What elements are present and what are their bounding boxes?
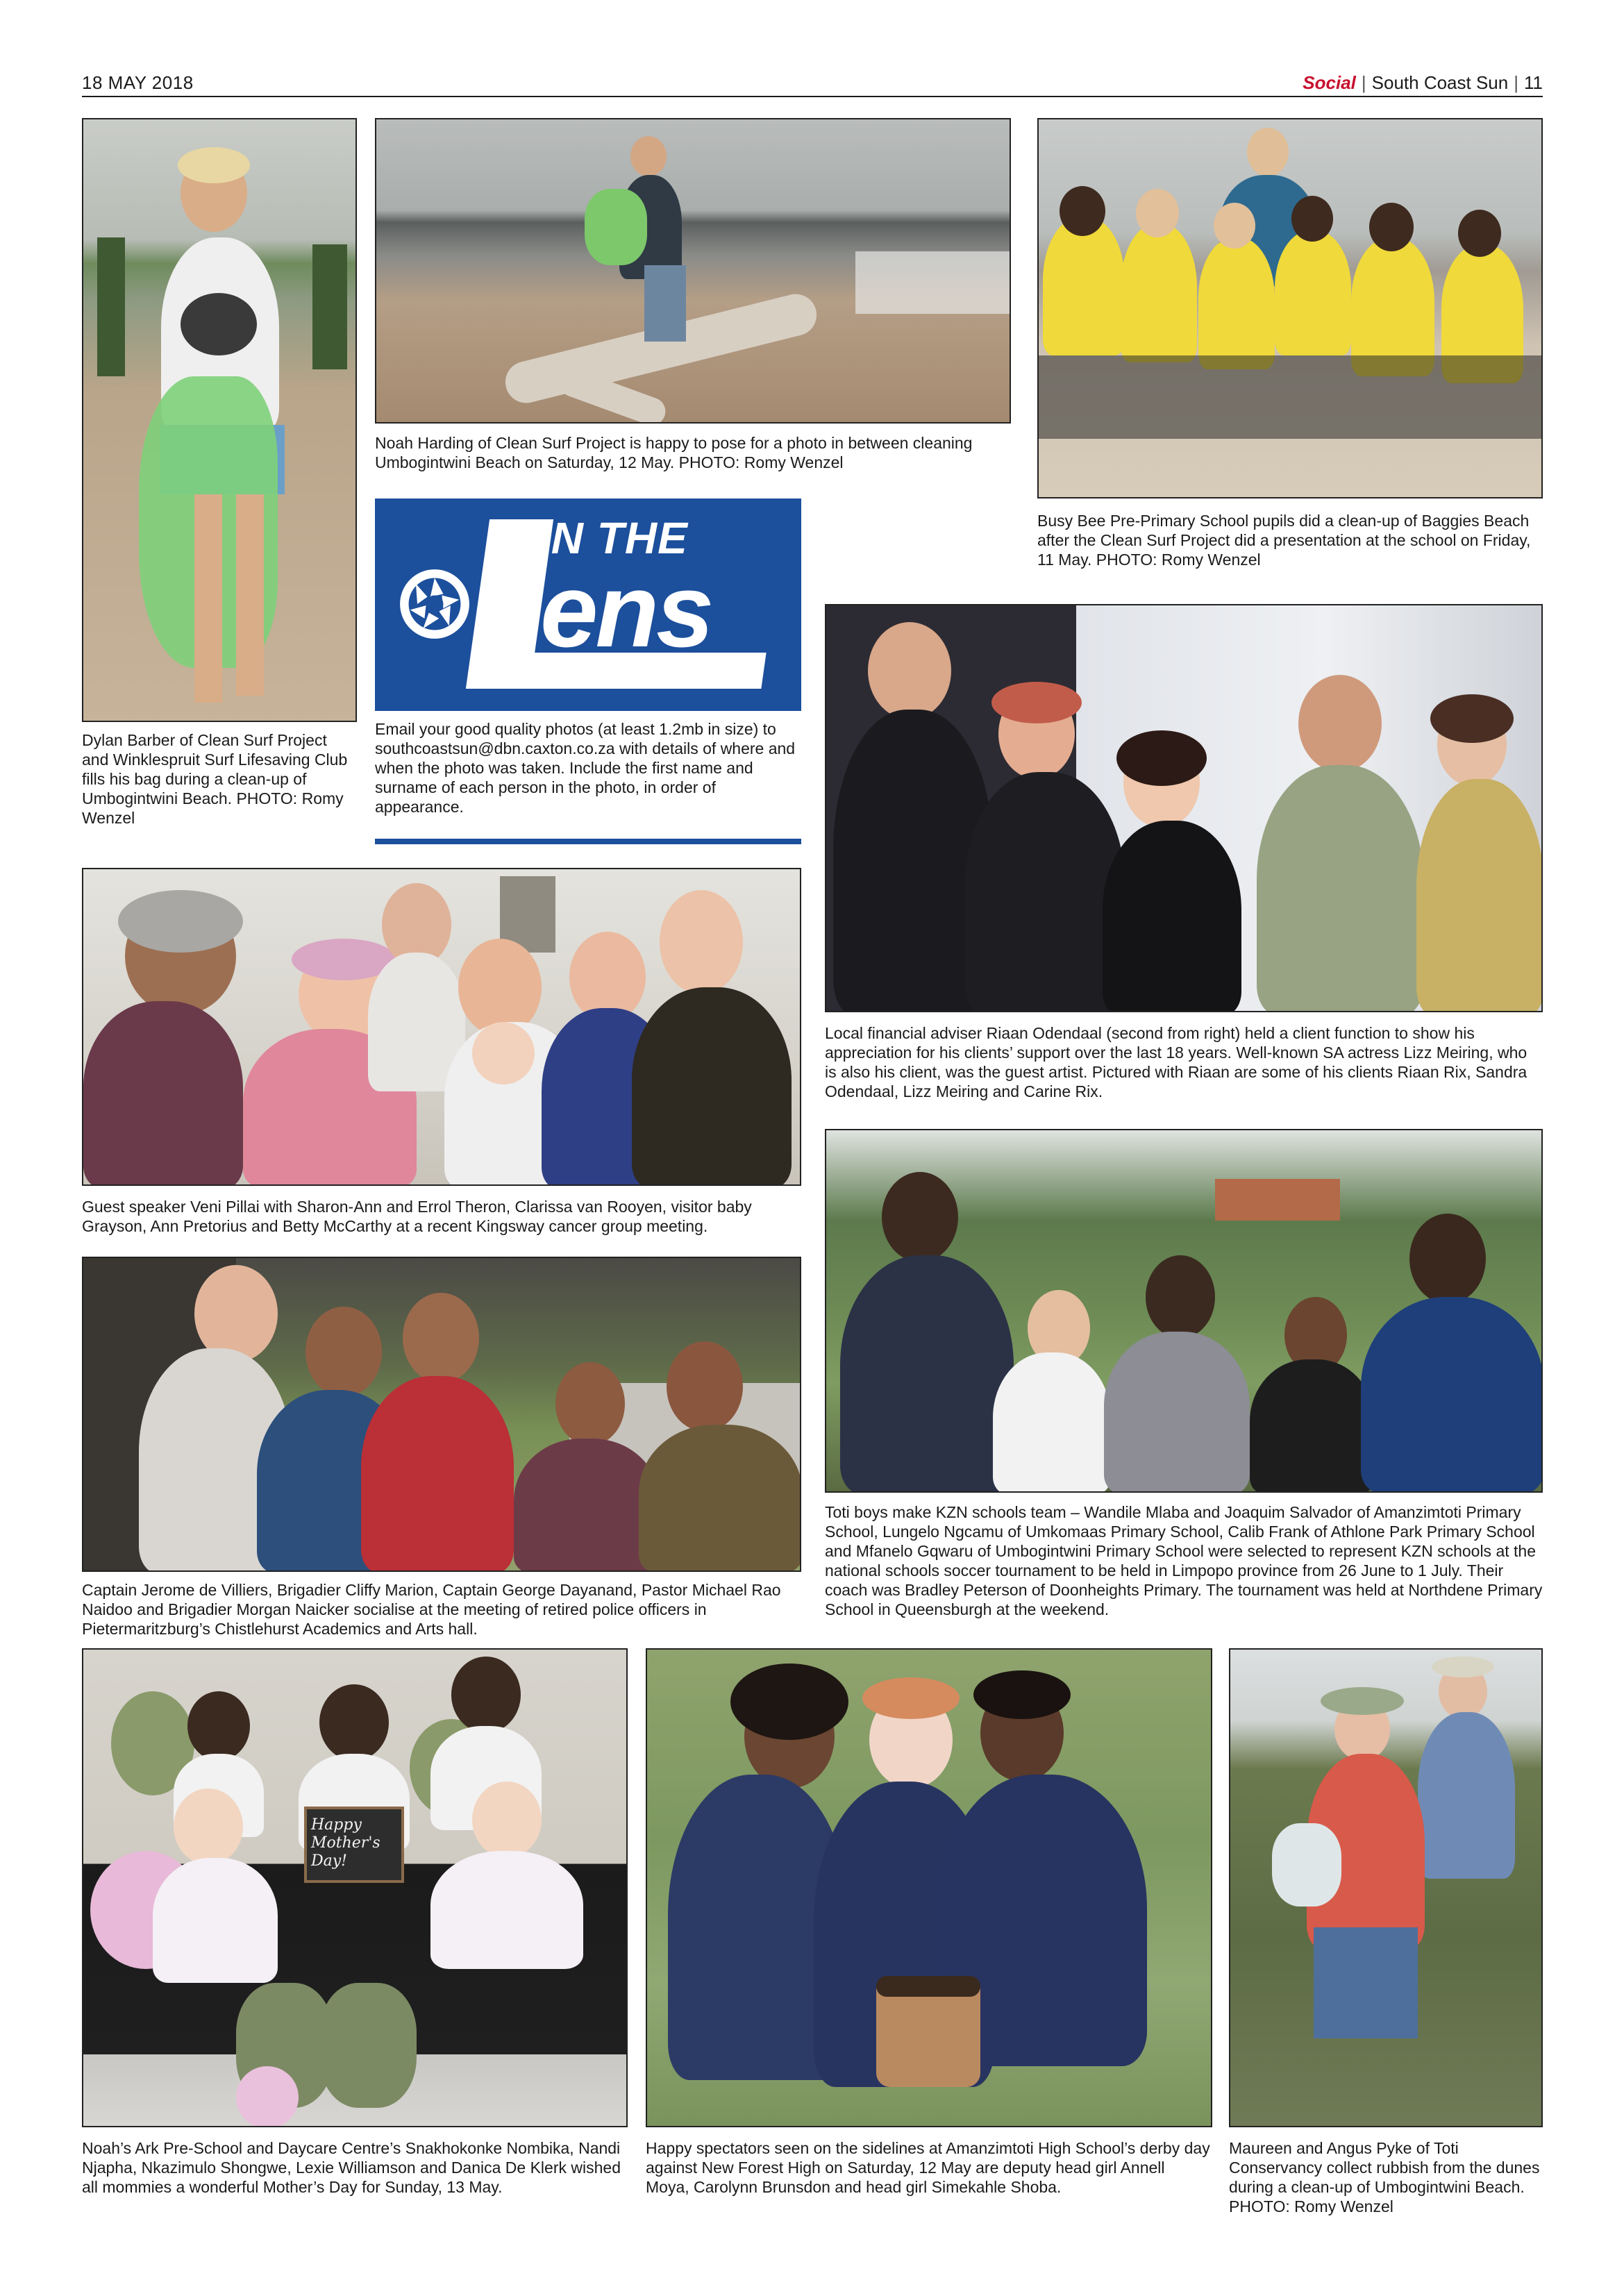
page-number: 11 [1524,72,1543,93]
lens-title-main: ens [540,552,712,669]
caption-noahs-ark: Noah’s Ark Pre-School and Daycare Centre’s Snakhokonke Nombika, Nandi Njapha, Nkazimulo Shongwe, Lexie Williamson and Danica De Klerk wished all mommies a wonderful Mother’s Day for Sunday, 13 May. [82,2139,621,2196]
camera-aperture-icon [399,568,471,640]
folio: Social | South Coast Sun | 11 [1303,72,1543,93]
lens-divider [375,839,801,844]
caption-busy-bee: Busy Bee Pre-Primary School pupils did a clean-up of Baggies Beach after the Clean Surf Project did a presentation at the school on Friday, 11 May. PHOTO: Romy Wenzel [1037,512,1531,569]
mothers-day-sign: Happy Mother's Day! [311,1816,380,1870]
caption-odendaal: Local financial adviser Riaan Odendaal (second from right) held a client function to show his appreciation for his clients’ support over the last 18 years. Well-known SA actress Lizz Meiring, who is also his client, was the guest artist. Pictured with Riaan are some of his clients Riaan Rix, Sandra Odendaal, Lizz Meiring and Carine Rix. [825,1024,1527,1100]
photo-busy-bee [1037,118,1543,498]
caption-toti-boys: Toti boys make KZN schools team – Wandile Mlaba and Joaquim Salvador of Amanzimtoti Primary School, Lungelo Ngcamu of Umkomaas Primary School, Calib Frank of Athlone Park Primary School and Mfanelo Gqwaru of Umbogintwini Primary School were selected to represent KZN schools at the national schools soccer tournament to be held in Limpopo province from 26 June to 1 July. Their coach was Bradley Peterson of Doonheights Primary. The tournament was held at Northdene Primary School in Queensburgh at the weekend. [825,1503,1543,1618]
photo-kingsway [82,868,801,1186]
photo-police [82,1257,801,1572]
photo-amanzimtoti-high [646,1648,1212,2127]
photo-noah [375,118,1011,424]
lens-instructions: Email your good quality photos (at least 1.2mb in size) to southcoastsun@dbn.caxton.co.za with details of where and when the photo was taken. Include the first name and surname of each person in the photo, in order of appearance. [375,720,796,816]
page-header [82,69,1543,97]
photo-odendaal [825,604,1543,1012]
caption-kingsway: Guest speaker Veni Pillai with Sharon-Ann and Errol Theron, Clarissa van Rooyen, visitor baby Grayson, Ann Pretorius and Betty McCarthy at a recent Kingsway cancer group meeting. [82,1198,752,1235]
issue-date: 18 MAY 2018 [82,72,194,93]
in-the-lens-logo [375,498,801,711]
section-name: Social [1303,72,1356,93]
publication-name: South Coast Sun [1371,72,1509,93]
caption-police: Captain Jerome de Villiers, Brigadier Cliffy Marion, Captain George Dayanand, Pastor Michael Rao Naidoo and Brigadier Morgan Naicker socialise at the meeting of retired police officers in Pietermaritzburg’s Chistlehurst Academics and Arts hall. [82,1581,781,1638]
photo-pyke [1229,1648,1543,2127]
photo-noahs-ark [82,1648,628,2127]
photo-dylan [82,118,357,722]
lens-title-top: IN THE [538,513,688,563]
photo-toti-boys [825,1129,1543,1493]
caption-amanzimtoti-high: Happy spectators seen on the sidelines at Amanzimtoti High School’s derby day against New Forest High on Saturday, 12 May are deputy head girl Annell Moya, Carolynn Brunsdon and head girl Simekahle Shoba. [646,2139,1210,2196]
caption-dylan: Dylan Barber of Clean Surf Project and Winklespruit Surf Lifesaving Club fills his bag during a clean-up of Umbogintwini Beach. PHOTO: Romy Wenzel [82,731,348,827]
caption-pyke: Maureen and Angus Pyke of Toti Conservancy collect rubbish from the dunes during a clean-up of Umbogintwini Beach. PHOTO: Romy Wenzel [1229,2139,1540,2215]
caption-noah: Noah Harding of Clean Surf Project is happy to pose for a photo in between cleaning Umbogintwini Beach on Saturday, 12 May. PHOTO: Romy Wenzel [375,434,973,471]
